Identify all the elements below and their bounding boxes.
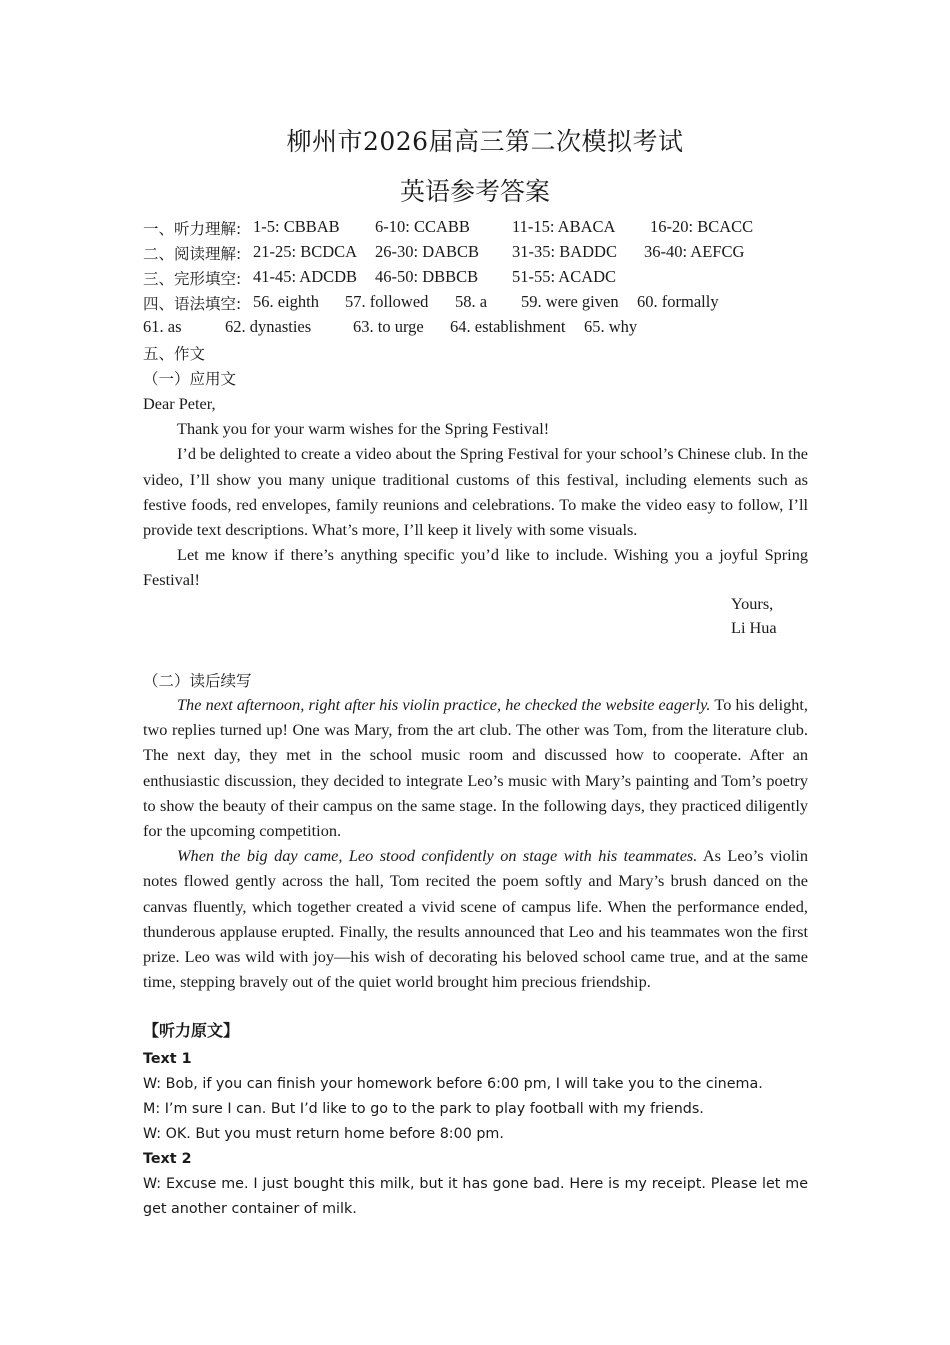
continuation-paragraph-1	[143, 692, 808, 843]
given-lead-sentence: The next afternoon, right after his violin practice, he checked the website eagerly.	[177, 695, 711, 714]
answer-group: 1-5: CBBAB	[253, 217, 340, 236]
answer-item: 56. eighth	[253, 292, 319, 311]
letter-signature: Li Hua	[731, 618, 777, 637]
dialogue-line: W: OK. But you must return home before 8:00 pm.	[143, 1126, 504, 1142]
transcript-heading: 【听力原文】	[143, 1021, 240, 1040]
letter-body	[143, 391, 808, 593]
answer-item: 58. a	[455, 292, 488, 311]
section-label: 四、语法填空:	[143, 295, 242, 313]
answer-group: 46-50: DBBCB	[375, 267, 479, 286]
answer-item: 60. formally	[637, 292, 719, 311]
given-lead-sentence: When the big day came, Leo stood confidently on stage with his teammates.	[177, 846, 698, 866]
letter-paragraph: Thank you for your warm wishes for the Spring Festival!	[177, 419, 550, 439]
answer-group: 31-35: BADDC	[512, 242, 617, 261]
listening-transcript	[143, 1018, 808, 1222]
continuation-body	[143, 692, 808, 994]
dialogue-line: M: I’m sure I can. But I’d like to go to the park to play football with my friends.	[143, 1101, 704, 1117]
answer-item: 63. to urge	[353, 317, 424, 336]
answer-group: 21-25: BCDCA	[253, 242, 358, 261]
answer-group: 26-30: DABCB	[375, 242, 480, 261]
continuation-paragraph-2	[143, 843, 808, 994]
section-label: 二、阅读理解:	[143, 245, 242, 263]
letter-paragraph: Let me know if there’s anything specific you’d like to include. Wishing you a joyful Spring Festival!	[143, 545, 808, 590]
answer-sheet-page: 柳州市2026届高三第二次模拟考试 英语参考答案 一、听力理解: 1-5: CBBAB 6-10: CCABB 11-15: ABACA 16-20: BCACC 二、阅读理解: 21-25: BCDCA 26-30: DABCB 31-35: BADDC 36-40: AEFCG 三、完形填空: 41-45: ADCDB 46-50: DBBCB 51-55: ACADC 四、语法填空: 56. eighth 57. followed 58. a 59. were given 60. formally 61. as 62. dynasties 63. to urge 64. establishment 65. why 五、作文 （一）应用文 Dear Peter, Thank you for your warm wishes for the Spring Festival! I’d be delighted to create a video about the Spring Festival for your school’s Chinese club. In the video, I’ll show you many unique traditional customs of this festival, including elements such as festive foods, red envelopes, family reunions and celebrations. To make the video easy to follow, I’ll provide text descriptions. What’s more, I’ll keep it lively with some visuals. Let me know if there’s anything specific you’d like to include. Wishing you a joyful Spring Festival! Yours, Li Hua （二）读后续写 The next afternoon, right after his violin practice, he checked the website eagerly. To his delight, two replies turned up! One was Mary, from the art club. The other was Tom, from the literature club. The next day, they met in the school music room and discussed how to cooperate. After an enthusiastic discussion, they decided to integrate Leo’s music with Mary’s painting and Tom’s poetry to show the beauty of their campus on the same stage. In the following days, they practiced diligently for the upcoming competition. When the big day came, Leo stood confidently on stage with his teammates. As Leo’s violin notes flowed gently across the hall, Tom recited the poem softly and Mary’s brush danced on the canvas fluently, which together created a vivid scene of campus life. When the performance ended, thunderous applause erupted. Finally, the results announced that Leo and his teammates won the first prize. Leo was wild with joy—his wish of decorating his beloved school came true, and at the same time, stepping bravely out of the quiet world brought him precious friendship. 【听力原文】 Text 1 W: Bob, if you can finish your homework before 6:00 pm, I will take you to the cinema. M: I’m sure I can. But I’d like to go to the park to play football with my friends. W: OK. But you must return home before 8:00 pm. Text 2 W: Excuse me. I just bought this milk, but it has gone bad. Here is my receipt. Please let me get another container of milk.	[0, 0, 950, 1345]
answer-key-subtitle: 英语参考答案	[399, 177, 550, 206]
answer-group: 51-55: ACADC	[512, 267, 617, 286]
exam-title: 柳州市2026届高三第二次模拟考试	[286, 127, 684, 156]
dialogue-line: W: Bob, if you can finish your homework before 6:00 pm, I will take you to the cinema.	[143, 1076, 763, 1092]
answer-item: 65. why	[584, 317, 638, 336]
letter-closing: Yours,	[731, 594, 774, 613]
answer-item: 64. establishment	[450, 317, 566, 336]
answer-item: 62. dynasties	[225, 317, 312, 336]
paragraph-text: As Leo’s violin notes flowed gently across the hall, Tom recited the poem softly and Mary’s brush danced on the canvas fluently, which together created a vivid scene of campus life. When the performance ended, thunderous applause erupted. Finally, the results announced that Leo and his teammates won the first prize. Leo was wild with joy—his wish of decorating his beloved school came true, and at the same time, stepping bravely out of the quiet world brought him precious friendship.	[143, 846, 808, 992]
paragraph-text: To his delight, two replies turned up! One was Mary, from the art club. The other was Tom, from the literature club. The next day, they met in the school music room and discussed how to cooperate. After an enthusiastic discussion, they decided to integrate Leo’s music with Mary’s painting and Tom’s poetry to show the beauty of their campus on the same stage. In the following days, they practiced diligently for the upcoming competition.	[143, 695, 809, 841]
answer-item: 57. followed	[345, 292, 429, 311]
answer-item: 59. were given	[521, 292, 619, 311]
letter-salutation: Dear Peter,	[143, 394, 216, 413]
section-label: 三、完形填空:	[143, 270, 242, 288]
answer-item: 61. as	[143, 317, 182, 336]
dialogue-line: W: Excuse me. I just bought this milk, but it has gone bad. Here is my receipt. Please let me get another container of milk.	[143, 1176, 808, 1217]
answer-group: 11-15: ABACA	[512, 217, 616, 236]
answer-group: 41-45: ADCDB	[253, 267, 358, 286]
answer-group: 36-40: AEFCG	[644, 242, 745, 261]
text-label: Text 1	[143, 1051, 192, 1067]
text-label: Text 2	[143, 1151, 192, 1167]
section-label: 一、听力理解:	[143, 220, 242, 238]
answer-group: 6-10: CCABB	[375, 217, 470, 236]
letter-paragraph: I’d be delighted to create a video about the Spring Festival for your school’s Chinese club. In the video, I’ll show you many unique traditional customs of this festival, including elements such as festive foods, red envelopes, family reunions and celebrations. To make the video easy to follow, I’ll provide text descriptions. What’s more, I’ll keep it lively with some visuals.	[143, 444, 808, 540]
answer-group: 16-20: BCACC	[650, 217, 754, 236]
